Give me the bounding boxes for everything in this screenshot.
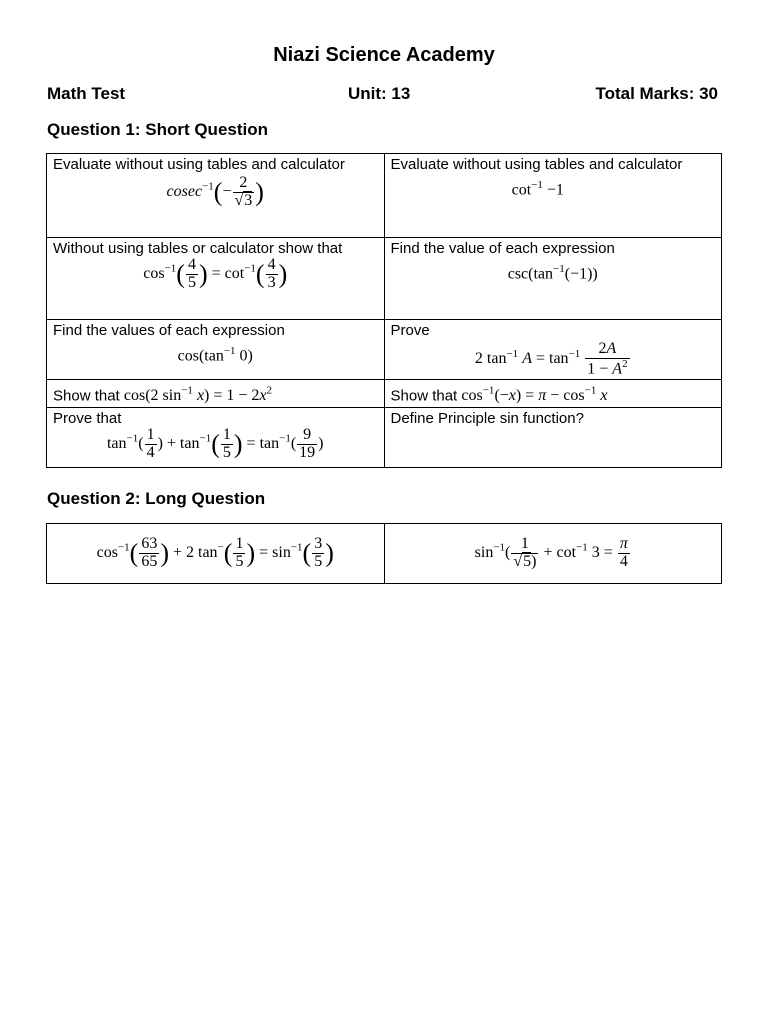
long-question-table — [46, 523, 722, 584]
question-cell — [384, 320, 722, 380]
question-cell — [47, 320, 385, 380]
question-cell — [384, 408, 722, 468]
math-expression: $\tan^{-1}$( $\frac{1}{4}$ ) + $\tan^{-1}$( $\frac{1}{5}$ ) = $\tan^{-1}$( $\frac{9}{19}$ ) — [106, 426, 324, 462]
question-cell — [47, 408, 385, 468]
subject-label: Math Test — [47, 84, 126, 103]
table-row — [47, 379, 722, 407]
math-expression: $\cot^{-1} -1$ — [511, 179, 564, 199]
question-text: Evaluate without using tables and calculator — [390, 156, 683, 173]
question-text: Find the values of each expression — [53, 322, 285, 339]
question-cell — [47, 524, 385, 584]
table-row — [47, 154, 722, 238]
question-text: Prove — [390, 322, 430, 339]
question-text: Define Principle sin function? — [390, 410, 584, 428]
question-cell — [47, 154, 385, 238]
math-expression: cosec$^{-1}$(− $\frac{2}{√3}$ ) — [166, 174, 264, 209]
page-title: Niazi Science Academy — [273, 44, 495, 66]
math-expression: $\cos^{-1}(-x) = \pi - \cos^{-1} x$ — [461, 384, 608, 405]
question-text: Show that — [390, 387, 458, 405]
question-cell — [384, 379, 722, 407]
math-expression: cos(2 $\sin^{-1} x) = 1 - 2x^2$ — [123, 384, 273, 405]
table-row — [47, 524, 722, 584]
math-expression: $\cos^{-1}$( $\frac{4}{5}$ ) = $\cot^{-1}$( $\frac{4}{3}$ ) — [143, 256, 288, 291]
math-expression: $\cos(\tan^{-1}$ 0) — [177, 345, 253, 365]
question-text: Find the value of each expression — [390, 240, 615, 257]
question-cell — [47, 379, 385, 407]
question-2-heading: Question 2: Long Question — [47, 489, 266, 508]
table-row — [47, 320, 722, 380]
math-expression: $\sin^{-1}$( $\frac{1}{√5)}$ + $\cot^{-1} 3$ = $\frac{\pi}{4}$ — [474, 535, 628, 570]
question-cell — [47, 238, 385, 320]
question-cell — [384, 524, 722, 584]
math-expression: $\cos^{-1}$( $\frac{63}{65}$ ) + 2 tan−( $\frac{1}{5}$ ) = $\sin^{-1}$( $\frac{3}{5}$ ) — [96, 535, 334, 570]
question-cell — [384, 238, 722, 320]
question-cell — [384, 154, 722, 238]
question-text: Evaluate without using tables and calculator — [53, 156, 345, 173]
question-text: Prove that — [53, 410, 122, 428]
short-question-table — [46, 153, 722, 468]
question-text: Show that — [53, 387, 120, 405]
table-row — [47, 408, 722, 468]
table-row — [47, 238, 722, 320]
question-1-heading: Question 1: Short Question — [47, 120, 269, 139]
unit-label: Unit: 13 — [348, 84, 411, 103]
question-text: Without using tables or calculator show that — [53, 240, 343, 257]
total-marks-label: Total Marks: 30 — [595, 84, 718, 103]
math-expression: 2 $\tan^{-1} A = \tan^{-1}$ $\frac{2A}{1 - A^2}$ — [474, 340, 628, 378]
math-expression: $\csc(\tan^{-1}(-1))$ — [507, 263, 598, 283]
